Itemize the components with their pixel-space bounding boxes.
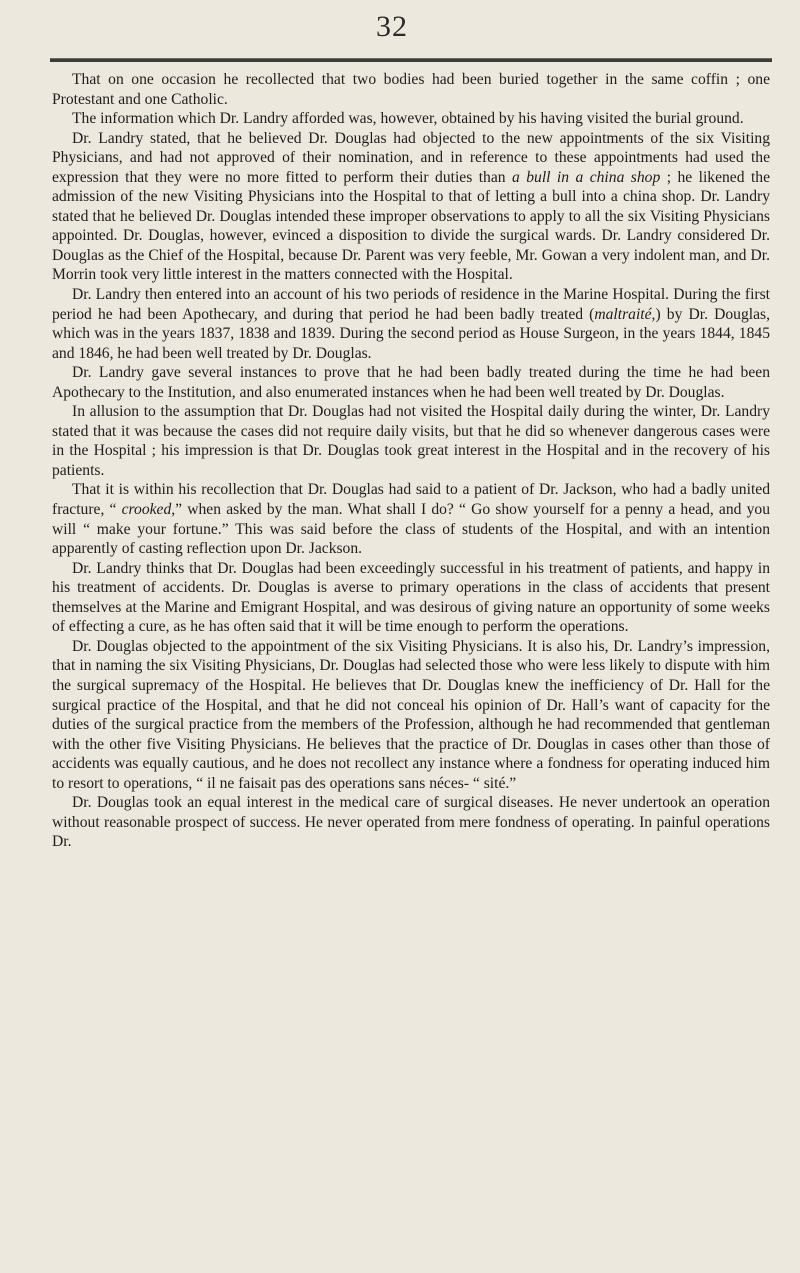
- paragraph: [52, 70, 770, 109]
- text-segment: That it is within his recollection that Dr. Douglas had said to a patient of Dr. Jackson, who had a badly united fracture, “: [52, 481, 770, 519]
- paragraph: [52, 363, 770, 402]
- text-segment: Dr. Landry then entered into an account of his two periods of residence in the Marine Hospital. During the first period he had been Apothecary, and during that period he had been badly treated (: [52, 286, 770, 323]
- text-segment: Dr. Landry stated, that he believed Dr. Douglas had objected to the new appointments of the six Visiting Physicians, and had not approved of their nomination, and in reference to these appointments had used the expression that they were no more fitted to perform their duties than: [52, 129, 770, 186]
- text-segment: The information which Dr. Landry afforded was, however, obtained by his having visited the burial ground.: [72, 110, 744, 128]
- paragraph: [52, 480, 770, 558]
- text-segment: That on one occasion he recollected that two bodies had been buried together in the same coffin ; one Protestant and one Catholic.: [52, 71, 770, 108]
- page-number: 32: [376, 10, 408, 43]
- text-segment: Dr. Douglas objected to the appointment of the six Visiting Physicians. It is also his, Dr. Landry’s impression, that in naming the six Visiting Physicians, Dr. Douglas had selected those who were less likely to dispute with him the surgical supremacy of the Hospital. He believes that Dr. Douglas knew the inefficiency of Dr. Hall for the surgical practice of the Hospital, and that he did not conceal his opinion of Dr. Hall’s want of capacity for the duties of the surgical practice from the members of the Profession, although he had recommended that gentleman with the other five Visiting Physicians. He believes that the practice of Dr. Douglas in cases other than those of accidents was equally cautious, and he does not recollect any instance where a fondness for operating induced him to resort to operations, “ il ne faisait pas des operations sans néces- “ sité.”: [52, 637, 770, 792]
- text-segment: Dr. Douglas took an equal interest in the medical care of surgical diseases. He never undertook an operation without reasonable prospect of success. He never operated from mere fondness of operating. In painful operations Dr.: [52, 794, 770, 851]
- paragraph: [52, 109, 770, 129]
- header-rule: [50, 58, 772, 62]
- paragraph: [52, 285, 770, 363]
- paragraph: [52, 637, 770, 793]
- paragraph: [52, 129, 770, 285]
- italic-text: maltraité,: [594, 305, 656, 323]
- italic-text: crooked,: [121, 501, 176, 519]
- paragraph: [52, 559, 770, 637]
- paragraph: [52, 793, 770, 852]
- text-segment: In allusion to the assumption that Dr. Douglas had not visited the Hospital daily during the winter, Dr. Landry stated that it was because the cases did not require daily visits, but that he did so whenever dangerous cases were in the Hospital ; his impression is that Dr. Douglas took great interest in the Hospital and in the recovery of his patients.: [52, 403, 770, 479]
- paragraph: [52, 402, 770, 480]
- text-segment: ” when asked by the man. What shall I do? “ Go show yourself for a penny a head, and you will “ make your fortune.” This was said before the class of students of the Hospital, and with an intention apparently of casting reflection upon Dr. Jackson.: [52, 501, 770, 558]
- text-segment: ; he likened the admission of the new Visiting Physicians into the Hospital to that of letting a bull into a china shop. Dr. Landry stated that he believed Dr. Douglas intended these improper observations to apply to all the six Visiting Physicians appointed. Dr. Douglas, however, evinced a disposition to divide the surgical wards. Dr. Landry considered Dr. Douglas as the Chief of the Hospital, because Dr. Parent was very feeble, Mr. Gowan a very indolent man, and Dr. Morrin took very little interest in the matters connected with the Hospital.: [52, 168, 771, 284]
- text-segment: ) by Dr. Douglas, which was in the years 1837, 1838 and 1839. During the second period as House Surgeon, in the years 1844, 1845 and 1846, he had been well treated by Dr. Douglas.: [52, 305, 770, 362]
- body-text: [52, 70, 770, 852]
- italic-text: a bull in a china shop: [512, 168, 661, 186]
- text-segment: Dr. Landry gave several instances to prove that he had been badly treated during the time he had been Apothecary to the Institution, and also enumerated instances when he had been well treated by Dr. Douglas.: [52, 364, 770, 401]
- text-segment: Dr. Landry thinks that Dr. Douglas had been exceedingly successful in his treatment of patients, and happy in his treatment of accidents. Dr. Douglas is averse to primary operations in the class of accidents that present themselves at the Marine and Emigrant Hospital, and was desirous of giving nature an opportunity of some weeks of effecting a cure, as he has often said that it will be time enough to perform the operations.: [52, 559, 770, 636]
